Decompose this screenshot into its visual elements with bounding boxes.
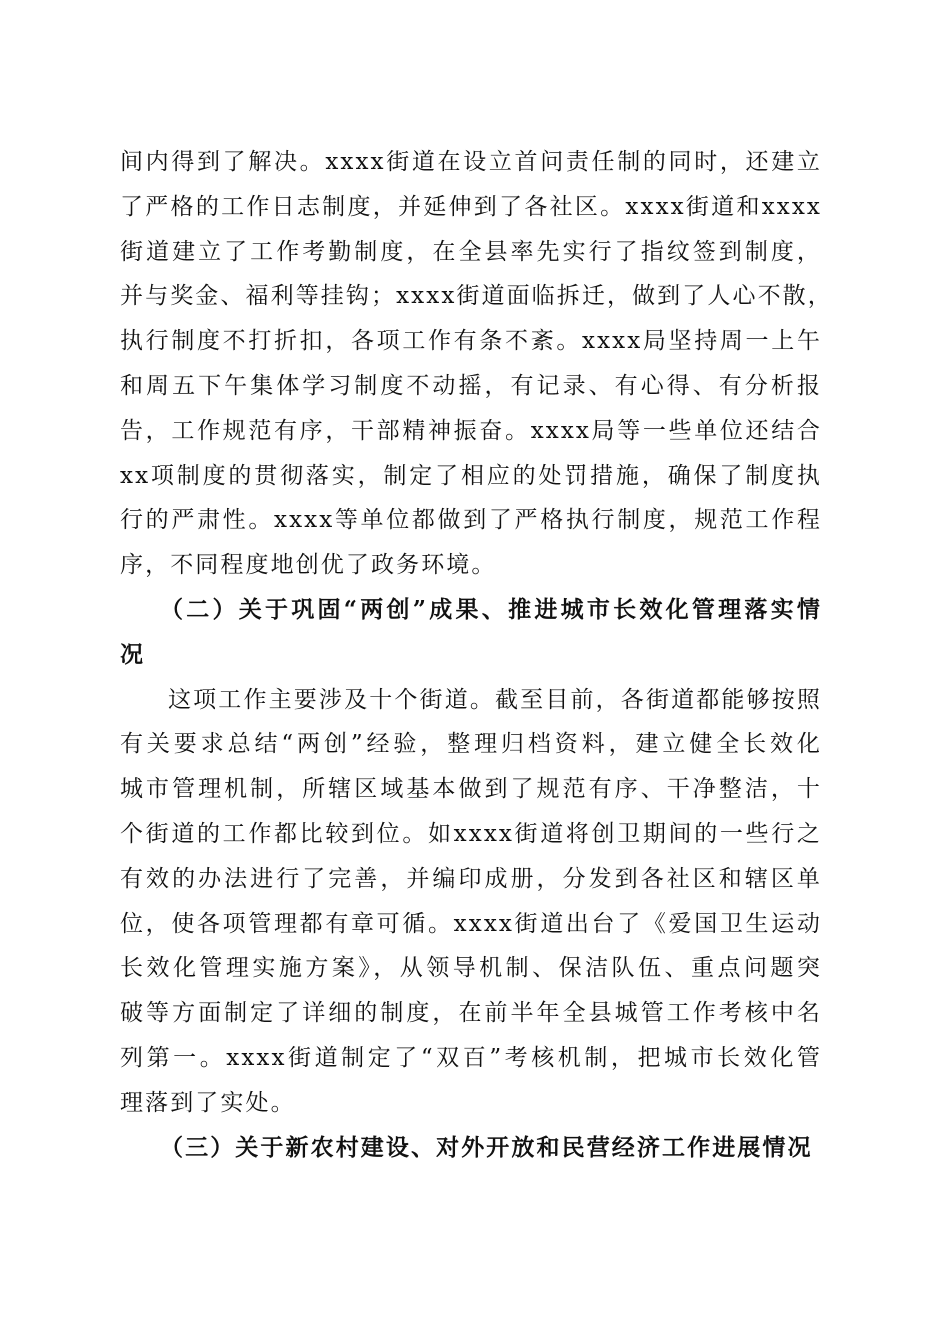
paragraph-body-1 — [120, 140, 833, 588]
text-line: 告，工作规范有序，干部精神振奋。xxxx局等一些单位还结合 — [120, 417, 822, 444]
section-heading-3 — [120, 1126, 822, 1171]
document-page — [120, 140, 833, 1170]
heading-line: （二）关于巩固“两创”成果、推进城市长效化管理落实情 — [160, 595, 822, 623]
heading-line: （三）关于新农村建设、对外开放和民营经济工作进展情况 — [160, 1133, 813, 1161]
text-line: 列第一。xxxx街道制定了“双百”考核机制，把城市长效化管 — [120, 1044, 822, 1071]
text-line: 城市管理机制，所辖区域基本做到了规范有序、干净整洁，十 — [120, 776, 822, 803]
text-line: 位，使各项管理都有章可循。xxxx街道出台了《爱国卫生运动 — [120, 910, 822, 937]
text-line: 执行制度不打折扣，各项工作有条不紊。xxxx局坚持周一上午 — [120, 328, 822, 355]
text-line: 和周五下午集体学习制度不动摇，有记录、有心得、有分析报 — [120, 372, 822, 399]
text-line: xx项制度的贯彻落实，制定了相应的处罚措施，确保了制度执 — [120, 462, 822, 489]
text-line: 街道建立了工作考勤制度，在全县率先实行了指纹签到制度， — [120, 238, 822, 265]
text-line: 有效的办法进行了完善，并编印成册，分发到各社区和辖区单 — [120, 865, 822, 892]
text-line: 行的严肃性。xxxx等单位都做到了严格执行制度，规范工作程 — [120, 507, 822, 534]
paragraph-body-2 — [120, 678, 822, 1126]
text-line: 并与奖金、福利等挂钩；xxxx街道面临拆迁，做到了人心不散， — [120, 283, 833, 310]
text-line: 了严格的工作日志制度，并延伸到了各社区。xxxx街道和xxxx — [120, 193, 822, 220]
text-line: 序，不同程度地创优了政务环境。 — [120, 552, 497, 579]
text-line: 有关要求总结“两创”经验，整理归档资料，建立健全长效化 — [120, 731, 822, 758]
text-line: 长效化管理实施方案》，从领导机制、保洁队伍、重点问题突 — [120, 955, 822, 982]
text-line: 理落到了实处。 — [120, 1089, 296, 1116]
text-line: 间内得到了解决。xxxx街道在设立首问责任制的同时，还建立 — [120, 149, 822, 175]
text-line: 这项工作主要涉及十个街道。截至目前，各街道都能够按照 — [168, 686, 822, 713]
text-line: 个街道的工作都比较到位。如xxxx街道将创卫期间的一些行之 — [120, 820, 822, 847]
heading-line: 况 — [120, 640, 146, 668]
text-line: 破等方面制定了详细的制度，在前半年全县城管工作考核中名 — [120, 1000, 822, 1027]
section-heading-2 — [120, 588, 822, 678]
